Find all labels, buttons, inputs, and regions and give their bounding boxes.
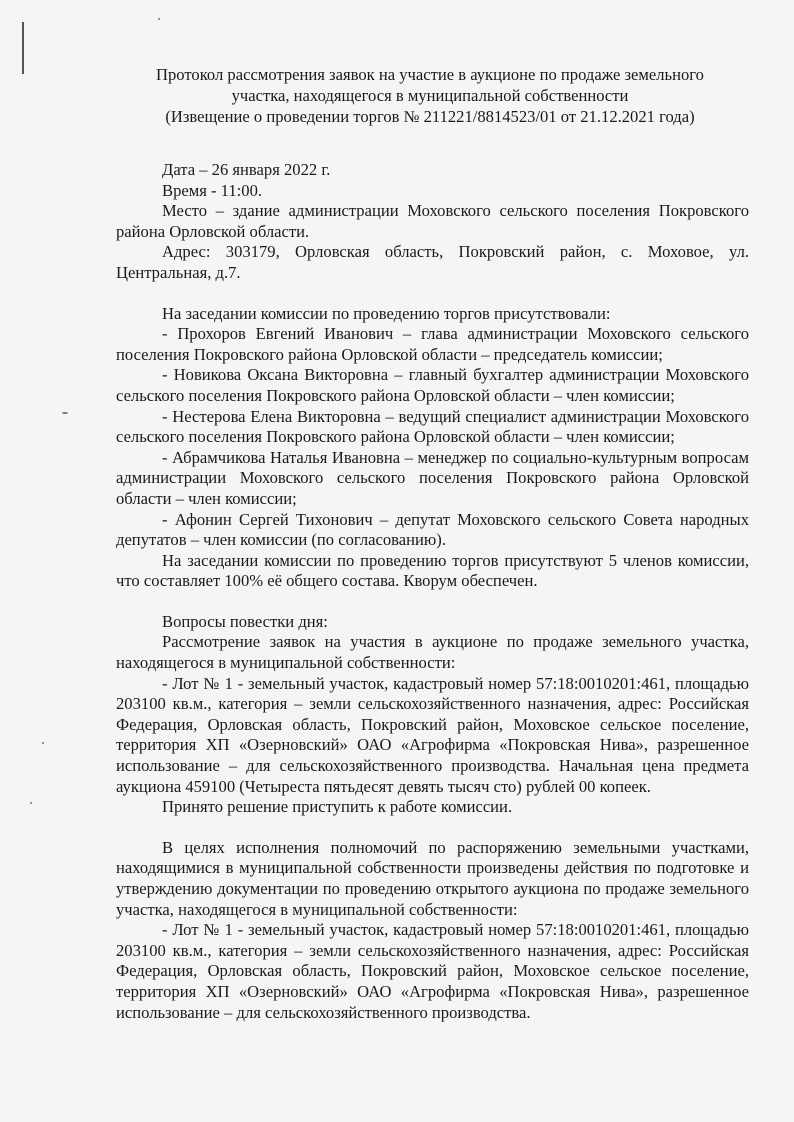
title-line-3: (Извещение о проведении торгов № 211221/8814523/01 от 21.12.2021 года) <box>165 107 695 126</box>
quorum-statement: На заседании комиссии по проведению торгов присутствуют 5 членов комиссии, что составляет 100% её общего состава. Кворум обеспечен. <box>116 550 749 591</box>
document-title <box>110 64 750 127</box>
member-item: - Нестерова Елена Викторовна – ведущий специалист администрации Моховского сельского поселения Покровского района Орловской области – член комиссии; <box>116 406 749 447</box>
member-item: - Новикова Оксана Викторовна – главный бухгалтер администрации Моховского сельского поселения Покровского района Орловской области – член комиссии; <box>116 365 749 405</box>
agenda-heading: Вопросы повестки дня: <box>162 611 328 631</box>
attendees-heading: На заседании комиссии по проведению торгов присутствовали: <box>162 303 611 323</box>
member-item: - Афонин Сергей Тихонович – депутат Моховского сельского Совета народных депутатов – член комиссии (по согласованию). <box>116 509 749 550</box>
agenda-item: Рассмотрение заявок на участия в аукционе по продаже земельного участка, находящегося в муниципальной собственности: <box>116 632 749 673</box>
scan-speck <box>158 18 160 20</box>
meeting-address: Адрес: 303179, Орловская область, Покровский район, с. Моховое, ул. Центральная, д.7. <box>116 242 749 282</box>
section-paragraph: В целях исполнения полномочий по распоряжению земельными участками, находящимися в муниципальной собственности произведены действия по подготовке и утверждению документации по проведению открытого аукциона по продаже земельного участка, находящегося в муниципальной собственности: <box>116 837 749 919</box>
meeting-place: Место – здание администрации Моховского сельского поселения Покровского района Орловской области. <box>116 201 749 241</box>
meeting-date: Дата – 26 января 2022 г. <box>162 160 331 179</box>
title-line-1: Протокол рассмотрения заявок на участие в аукционе по продаже земельного <box>156 65 704 84</box>
member-item: - Абрамчикова Наталья Ивановна – менеджер по социально-культурным вопросам администрации Моховского сельского поселения Покровского района Орловской области – член комиссии; <box>116 447 749 508</box>
margin-mark <box>22 22 24 74</box>
meeting-time: Время - 11:00. <box>162 180 263 200</box>
lot-description: - Лот № 1 - земельный участок, кадастровый номер 57:18:0010201:461, площадью 203100 кв.м., категория – земли сельскохозяйственного назначения, адрес: Российская Федерация, Орловская область, Покровский район, Моховское сельское поселение, территория ХП «Озерновский» ОАО «Агрофирма «Покровская Нива», разрешенное использование – для сельскохозяйственного производства. <box>116 920 749 1022</box>
scan-speck <box>42 742 44 744</box>
decision-statement: Принято решение приступить к работе комиссии. <box>162 797 513 817</box>
scan-speck <box>62 412 68 414</box>
document-body <box>116 160 749 1023</box>
title-line-2: участка, находящегося в муниципальной собственности <box>231 86 629 105</box>
scan-speck <box>30 802 32 804</box>
lot-description: - Лот № 1 - земельный участок, кадастровый номер 57:18:0010201:461, площадью 203100 кв.м., категория – земли сельскохозяйственного назначения, адрес: Российская Федерация, Орловская область, Покровский район, Моховское сельское поселение, территория ХП «Озерновский» ОАО «Агрофирма «Покровская Нива», разрешенное использование – для сельскохозяйственного производства. Начальная цена предмета аукциона 459100 (Четыреста пятьдесят девять тысяч сто) рублей 00 копеек. <box>116 673 749 796</box>
member-item: - Прохоров Евгений Иванович – глава администрации Моховского сельского поселения Покровского района Орловской области – председатель комиссии; <box>116 324 749 364</box>
